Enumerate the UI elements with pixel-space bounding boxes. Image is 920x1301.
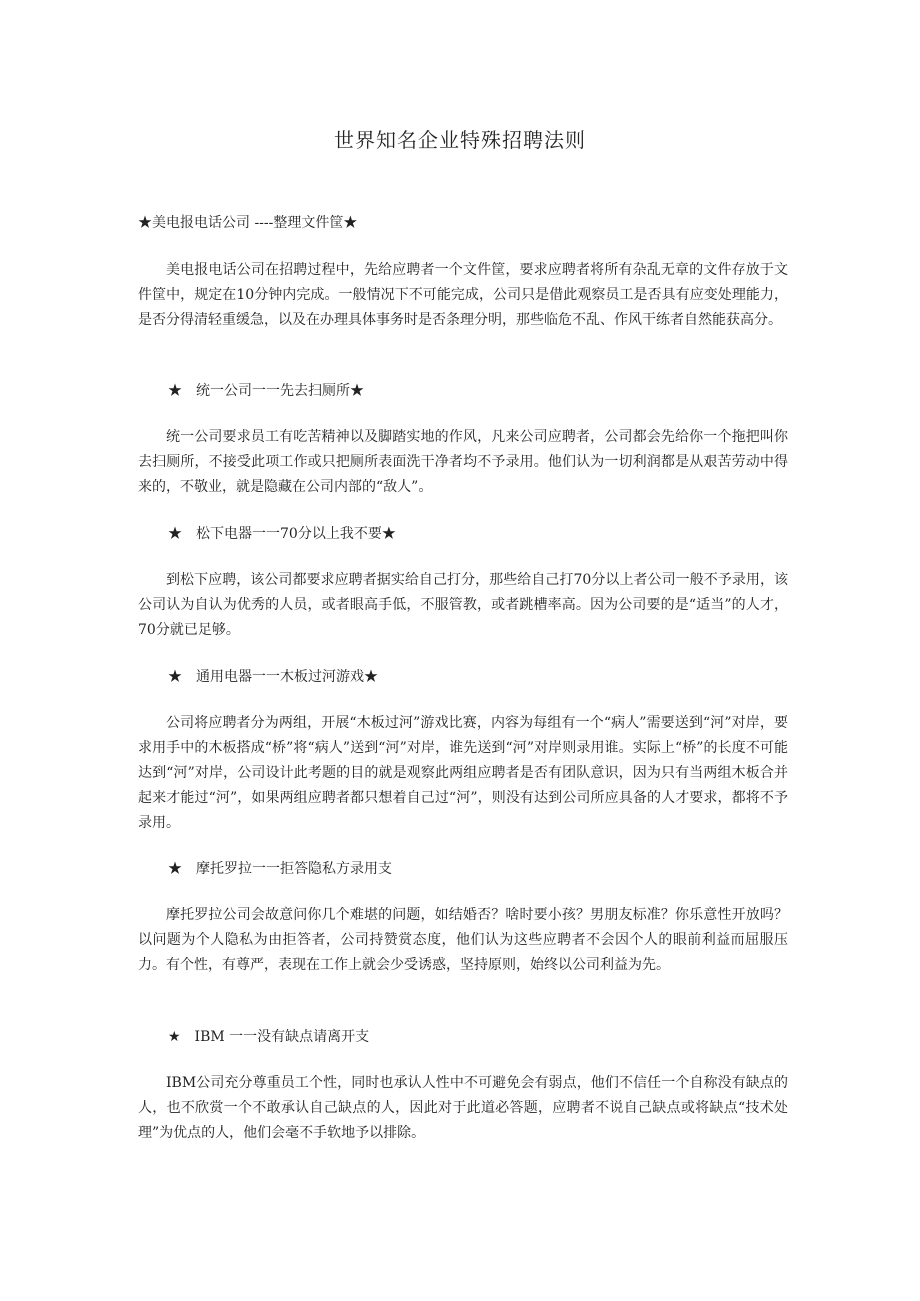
section-body-uni-president: 统一公司要求员工有吃苦精神以及脚踏实地的作风，凡来公司应聘者，公司都会先给你一个拖把叫你去扫厕所，不接受此项工作或只把厕所表面洗干净者均不予录用。他们认为一切利润都是从艰苦劳动中得来的，不敬业，就是隐藏在公司内部的“敌人”。 (138, 429, 788, 495)
section-body-motorola: 摩托罗拉公司会故意问你几个难堪的问题，如结婚否？啥时要小孩？男朋友标准？你乐意性开放吗？以问题为个人隐私为由拒答者，公司持赞赏态度，他们认为这些应聘者不会因个人的眼前利益而屈服压力。有个性，有尊严，表现在工作上就会少受诱惑，坚持原则，始终以公司利益为先。 (138, 907, 788, 973)
section-body-att: 美电报电话公司在招聘过程中，先给应聘者一个文件筐，要求应聘者将所有杂乱无章的文件存放于文件筐中，规定在10分钟内完成。一般情况下不可能完成，公司只是借此观察员工是否具有应变处理能力，是否分得清轻重缓急，以及在办理具体事务时是否条理分明，那些临危不乱、作风干练者自然能获高分。 (138, 262, 788, 328)
section-heading-uni-president: ★ 统一公司一一先去扫厕所★ (168, 383, 364, 399)
page-title: 世界知名企业特殊招聘法则 (334, 128, 586, 152)
section-body-ge: 公司将应聘者分为两组，开展“木板过河”游戏比赛，内容为每组有一个“病人”需要送到“河”对岸，要求用手中的木板搭成“桥”将“病人”送到“河”对岸，谁先送到“河”对岸则录用谁。实际上“桥”的长度不可能达到“河”对岸，公司设计此考题的目的就是观察此两组应聘者是否有团队意识，因为只有当两组木板合并起来才能过“河”，如果两组应聘者都只想着自己过“河”，则没有达到公司所应具备的人才要求，都将不予录用。 (138, 715, 788, 831)
section-heading-panasonic: ★ 松下电器一一70分以上我不要★ (168, 526, 396, 542)
section-body-ibm: IBM公司充分尊重员工个性，同时也承认人性中不可避免会有弱点，他们不信任一个自称没有缺点的人，也不欣赏一个不敢承认自己缺点的人，因此对于此道必答题，应聘者不说自己缺点或将缺点“技术处理”为优点的人，他们会毫不手软地予以排除。 (138, 1075, 788, 1141)
section-heading-ge: ★ 通用电器一一木板过河游戏★ (168, 669, 378, 685)
section-heading-motorola: ★ 摩托罗拉一一拒答隐私方录用支 (168, 861, 392, 877)
section-body-panasonic: 到松下应聘，该公司都要求应聘者据实给自己打分，那些给自己打70分以上者公司一般不予录用，该公司认为自认为优秀的人员，或者眼高手低，不服管教，或者跳槽率高。因为公司要的是“适当”的人才，70分就已足够。 (138, 572, 788, 638)
section-heading-att: ★美电报电话公司 ----整理文件筐★ (138, 215, 358, 231)
section-heading-ibm: ★ IBM 一一没有缺点请离开支 (168, 1029, 370, 1045)
